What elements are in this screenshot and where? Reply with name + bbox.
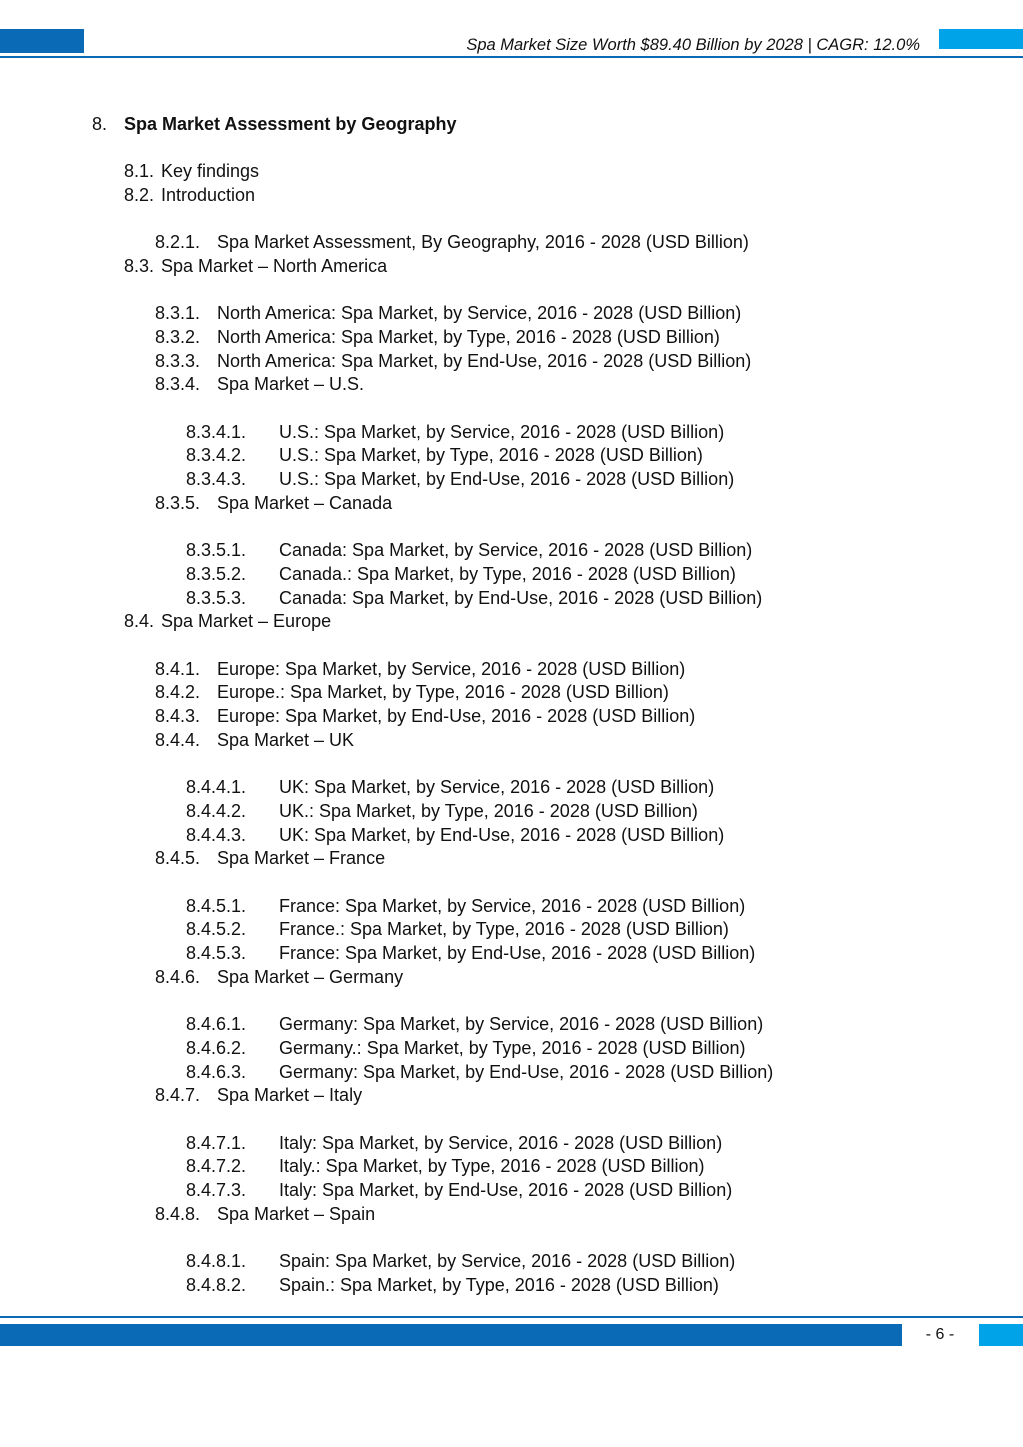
toc-entry-number: 8.3. bbox=[124, 255, 155, 276]
toc-entry-text: Spa Market – North America bbox=[161, 255, 388, 276]
toc-entry-text: Spa Market – France bbox=[217, 848, 386, 869]
toc-entry-number: 8.4.4.1. bbox=[186, 777, 247, 798]
toc-entry-text: Spa Market – UK bbox=[217, 729, 355, 750]
toc-entry-text: Key findings bbox=[161, 161, 260, 181]
toc-entry-number: 8.3.3. bbox=[155, 350, 201, 371]
toc-entry-text: North America: Spa Market, by Type, 2016 - 2028 (USD Billion) bbox=[217, 326, 720, 347]
section-title: Spa Market Assessment by Geography bbox=[124, 114, 457, 134]
toc-entry-number: 8.3.1. bbox=[155, 303, 201, 324]
toc-entry-number: 8.4.6. bbox=[155, 966, 201, 987]
toc-entry-number: 8.4.6.3. bbox=[186, 1061, 247, 1082]
toc-entry-number: 8.3.2. bbox=[155, 326, 201, 347]
toc-entry-text: Spa Market – Germany bbox=[217, 966, 404, 987]
toc-entry-text: U.S.: Spa Market, by End-Use, 2016 - 2028 (USD Billion) bbox=[279, 469, 735, 490]
toc-entry-number: 8.3.5.1. bbox=[186, 540, 247, 561]
toc-entry-number: 8.3.4.3. bbox=[186, 469, 247, 490]
toc-entry-number: 8.4.5.3. bbox=[186, 943, 247, 964]
header-rule bbox=[0, 56, 1023, 58]
toc-entry-number: 8.4.5.2. bbox=[186, 919, 247, 940]
toc-entry-text: North America: Spa Market, by End-Use, 2016 - 2028 (USD Billion) bbox=[217, 350, 752, 371]
toc-entry-number: 8.3.4.2. bbox=[186, 445, 247, 466]
toc-entry-text: Spa Market – Europe bbox=[161, 611, 332, 632]
toc-entry-number: 8.4.4.2. bbox=[186, 800, 247, 821]
toc-entry-number: 8.4.7.3. bbox=[186, 1180, 247, 1201]
header-accent-right bbox=[939, 29, 1023, 49]
toc-entry-text: UK: Spa Market, by Service, 2016 - 2028 (USD Billion) bbox=[279, 777, 715, 798]
toc-entry-text: France: Spa Market, by End-Use, 2016 - 2028 (USD Billion) bbox=[279, 943, 756, 964]
toc-entry-text: Germany: Spa Market, by End-Use, 2016 - 2028 (USD Billion) bbox=[279, 1061, 774, 1082]
section-number: 8. bbox=[92, 114, 108, 134]
page-number: - 6 - bbox=[925, 1326, 955, 1343]
toc-entry-text: Europe: Spa Market, by Service, 2016 - 2028 (USD Billion) bbox=[217, 658, 686, 679]
footer-accent-right bbox=[979, 1324, 1023, 1346]
toc-entry-number: 8.3.4. bbox=[155, 374, 201, 395]
toc-entry-text: Europe.: Spa Market, by Type, 2016 - 2028 (USD Billion) bbox=[217, 682, 669, 703]
toc-entry-number: 8.4.1. bbox=[155, 658, 201, 679]
toc-entry-text: U.S.: Spa Market, by Type, 2016 - 2028 (USD Billion) bbox=[279, 445, 703, 466]
toc-entry-number: 8.4.6.1. bbox=[186, 1014, 247, 1035]
toc-entry-text: Spa Market – Spain bbox=[217, 1203, 376, 1224]
toc-entry-text: Canada: Spa Market, by Service, 2016 - 2028 (USD Billion) bbox=[279, 540, 753, 561]
toc-entry-text: Spa Market – Italy bbox=[217, 1085, 363, 1106]
toc-entry-number: 8.4.7.2. bbox=[186, 1156, 247, 1177]
toc-entry-number: 8.4.8. bbox=[155, 1203, 201, 1224]
toc-entry-number: 8.4.8.2. bbox=[186, 1274, 247, 1295]
toc-entry-text: Germany: Spa Market, by Service, 2016 - 2028 (USD Billion) bbox=[279, 1014, 764, 1035]
toc-entry-number: 8.4.4.3. bbox=[186, 824, 247, 845]
toc-entry-text: Europe: Spa Market, by End-Use, 2016 - 2028 (USD Billion) bbox=[217, 706, 696, 727]
toc-entry-text: France.: Spa Market, by Type, 2016 - 2028 (USD Billion) bbox=[279, 919, 729, 940]
toc-entry-text: Canada: Spa Market, by End-Use, 2016 - 2028 (USD Billion) bbox=[279, 587, 763, 608]
toc-entry-text: Spain.: Spa Market, by Type, 2016 - 2028 (USD Billion) bbox=[279, 1274, 719, 1295]
toc-entry-text: Spa Market – Canada bbox=[217, 492, 393, 513]
toc-entry-number: 8.2. bbox=[124, 184, 155, 205]
toc-entry-text: Italy: Spa Market, by Service, 2016 - 2028 (USD Billion) bbox=[279, 1132, 723, 1153]
toc-entry-text: France: Spa Market, by Service, 2016 - 2028 (USD Billion) bbox=[279, 895, 746, 916]
toc-entry-number: 8.4.2. bbox=[155, 682, 201, 703]
toc-entry-number: 8.4.8.1. bbox=[186, 1251, 247, 1272]
toc-entry-text: Canada.: Spa Market, by Type, 2016 - 2028 (USD Billion) bbox=[279, 563, 736, 584]
toc-entry-number: 8.3.5.3. bbox=[186, 587, 247, 608]
toc-entry-text: U.S.: Spa Market, by Service, 2016 - 2028 (USD Billion) bbox=[279, 421, 725, 442]
footer-rule bbox=[0, 1316, 1023, 1318]
toc-entry-text: Spa Market Assessment, By Geography, 2016 - 2028 (USD Billion) bbox=[217, 232, 749, 253]
toc-entry-number: 8.2.1. bbox=[155, 232, 201, 253]
toc-entry-number: 8.4.5. bbox=[155, 848, 201, 869]
toc-entry-text: Italy: Spa Market, by End-Use, 2016 - 2028 (USD Billion) bbox=[279, 1180, 733, 1201]
footer-bar bbox=[0, 1324, 902, 1346]
toc-entry-text: North America: Spa Market, by Service, 2016 - 2028 (USD Billion) bbox=[217, 303, 742, 324]
header-accent-left bbox=[0, 29, 84, 53]
section-heading bbox=[92, 112, 457, 136]
toc-entry-text: UK.: Spa Market, by Type, 2016 - 2028 (USD Billion) bbox=[279, 800, 698, 821]
toc-entry-text: Germany.: Spa Market, by Type, 2016 - 2028 (USD Billion) bbox=[279, 1037, 746, 1058]
toc-entry-number: 8.3.5.2. bbox=[186, 563, 247, 584]
toc-entry-number: 8.3.5. bbox=[155, 492, 201, 513]
toc-entry-number: 8.3.4.1. bbox=[186, 421, 247, 442]
toc-entry-number: 8.4.5.1. bbox=[186, 895, 247, 916]
toc-entry-number: 8.4.7. bbox=[155, 1085, 201, 1106]
toc-entry-number: 8.1. bbox=[124, 161, 155, 181]
toc-entry-text: Spa Market – U.S. bbox=[217, 374, 365, 395]
header-title: Spa Market Size Worth $89.40 Billion by 2028 | CAGR: 12.0% bbox=[466, 36, 920, 54]
toc-entry-number: 8.4.7.1. bbox=[186, 1132, 247, 1153]
toc-entry-text: Italy.: Spa Market, by Type, 2016 - 2028 (USD Billion) bbox=[279, 1156, 705, 1177]
toc-entry-number: 8.4.3. bbox=[155, 706, 201, 727]
toc-entry-number: 8.4. bbox=[124, 611, 155, 632]
toc-entry-number: 8.4.6.2. bbox=[186, 1037, 247, 1058]
toc-entry-text: Introduction bbox=[161, 184, 256, 205]
toc-entry-number: 8.4.4. bbox=[155, 729, 201, 750]
toc-entry-text: UK: Spa Market, by End-Use, 2016 - 2028 (USD Billion) bbox=[279, 824, 725, 845]
toc-entry-text: Spain: Spa Market, by Service, 2016 - 2028 (USD Billion) bbox=[279, 1251, 736, 1272]
